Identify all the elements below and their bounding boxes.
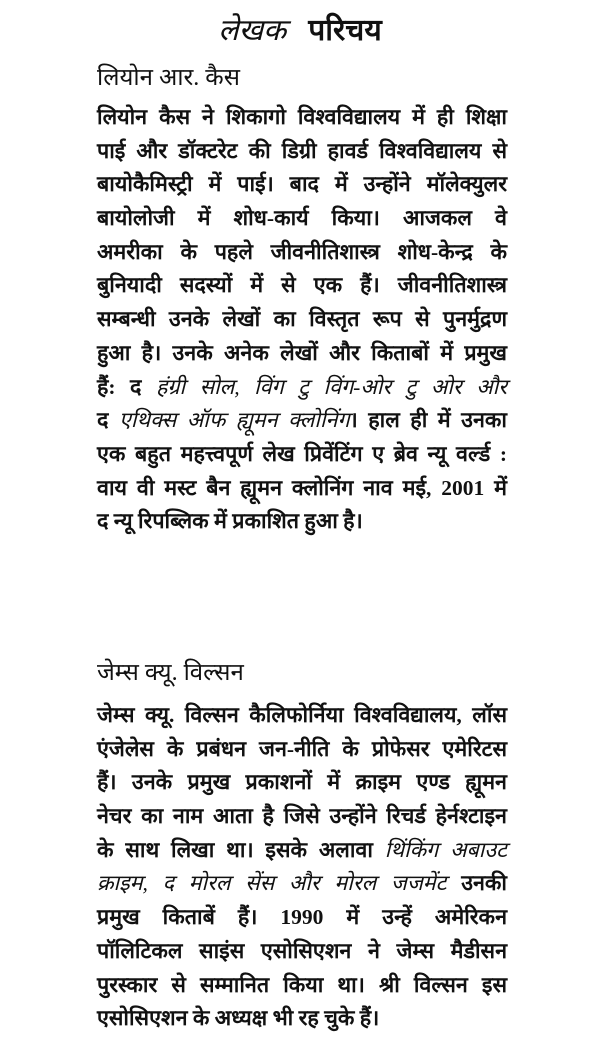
text-line xyxy=(97,337,507,371)
body-text: लियोन कैस ने शिकागो विश्वविद्यालय में ही शिक्षा xyxy=(97,105,507,129)
text-line xyxy=(97,438,507,472)
body-text: बायोलोजी में शोध-कार्य किया। आजकल वे xyxy=(97,206,507,231)
body-text: एंजेलेस के प्रबंधन जन-नीति के प्रोफेसर एमेरिटस xyxy=(97,736,507,761)
text-line xyxy=(97,135,507,169)
author-bio-kass xyxy=(97,101,507,539)
italic-title-text: एथिक्स ऑफ ह्यूमन क्लोनिंग xyxy=(118,408,350,433)
body-text: के साथ लिखा था। इसके अलावा xyxy=(97,837,385,862)
text-line xyxy=(97,733,507,767)
text-line xyxy=(97,766,507,800)
text-line xyxy=(97,505,507,539)
body-text: द न्यू रिपब्लिक में प्रकाशित हुआ है। xyxy=(97,509,363,534)
title-word-2: परिचय xyxy=(308,14,382,47)
body-text: द xyxy=(97,408,119,433)
author-heading-kass: लियोन आर. कैस xyxy=(97,65,240,91)
author-heading-wilson: जेम्स क्यू. विल्सन xyxy=(97,660,244,686)
body-text: सम्बन्धी उनके लेखों का विस्तृत रूप से पुनर्मुद्रण xyxy=(97,307,507,332)
text-line xyxy=(97,303,507,337)
italic-title-text: क्राइम, द मोरल सेंस और मोरल जजमेंट xyxy=(97,871,447,896)
italic-title-text: हंग्री सोल, विंग टु विंग-ओर टु ओर और xyxy=(155,374,507,399)
text-line xyxy=(97,269,507,303)
body-text: बायोकैमिस्ट्री में पाई। बाद में उन्होंने मॉलेक्युलर xyxy=(97,172,507,197)
text-line xyxy=(97,472,507,506)
text-line xyxy=(97,404,507,438)
body-text: पाई और डॉक्टरेट की डिग्री हावर्ड विश्वविद्यालय से xyxy=(97,138,507,163)
page-title xyxy=(0,8,600,49)
body-text: पॉलिटिकल साइंस एसोसिएशन ने जेम्स मैडीसन xyxy=(97,938,507,963)
author-bio-wilson xyxy=(97,699,507,1036)
body-text: प्रमुख किताबें हैं। 1990 में उन्हें अमेरिकन xyxy=(97,905,507,930)
text-line xyxy=(97,935,507,969)
body-text: पुरस्कार से सम्मानित किया था। श्री विल्सन इस xyxy=(97,972,507,997)
text-line xyxy=(97,969,507,1003)
text-line xyxy=(97,101,507,135)
body-text: अमरीका के पहले जीवनीतिशास्त्र शोध-केन्द्र के xyxy=(97,239,507,264)
italic-title-text: थिंकिंग अबाउट xyxy=(384,837,507,862)
body-text: हुआ है। उनके अनेक लेखों और किताबों में प्रमुख xyxy=(97,340,507,365)
text-line xyxy=(97,901,507,935)
text-line xyxy=(97,371,507,405)
body-text: एक बहुत महत्त्वपूर्ण लेख प्रिवेंटिंग ए ब्रेव न्यू वर्ल्ड : xyxy=(97,441,507,466)
text-line xyxy=(97,1002,507,1036)
text-line xyxy=(97,699,507,733)
text-line xyxy=(97,168,507,202)
body-text: बुनियादी सदस्यों में से एक हैं। जीवनीतिशास्त्र xyxy=(97,273,507,298)
body-text: वाय वी मस्ट बैन ह्यूमन क्लोनिंग नाव मई, 2001 में xyxy=(97,475,507,500)
body-text: । हाल ही में उनका xyxy=(349,408,507,433)
title-word-1: लेखक xyxy=(218,14,287,47)
body-text: हैं। उनके प्रमुख प्रकाशनों में क्राइम एण्ड ह्यूमन xyxy=(97,770,507,795)
body-text: हैं: द xyxy=(97,374,156,399)
text-line xyxy=(97,202,507,236)
text-line xyxy=(97,800,507,834)
text-line xyxy=(97,834,507,868)
text-line xyxy=(97,236,507,270)
text-line xyxy=(97,867,507,901)
body-text: जेम्स क्यू. विल्सन कैलिफोर्निया विश्वविद्यालय, लॉस xyxy=(97,703,507,727)
body-text: एसोसिएशन के अध्यक्ष भी रह चुके हैं। xyxy=(97,1006,380,1031)
body-text: नेचर का नाम आता है जिसे उन्होंने रिचर्ड हेर्नश्टाइन xyxy=(97,804,507,829)
body-text: उनकी xyxy=(446,871,507,896)
